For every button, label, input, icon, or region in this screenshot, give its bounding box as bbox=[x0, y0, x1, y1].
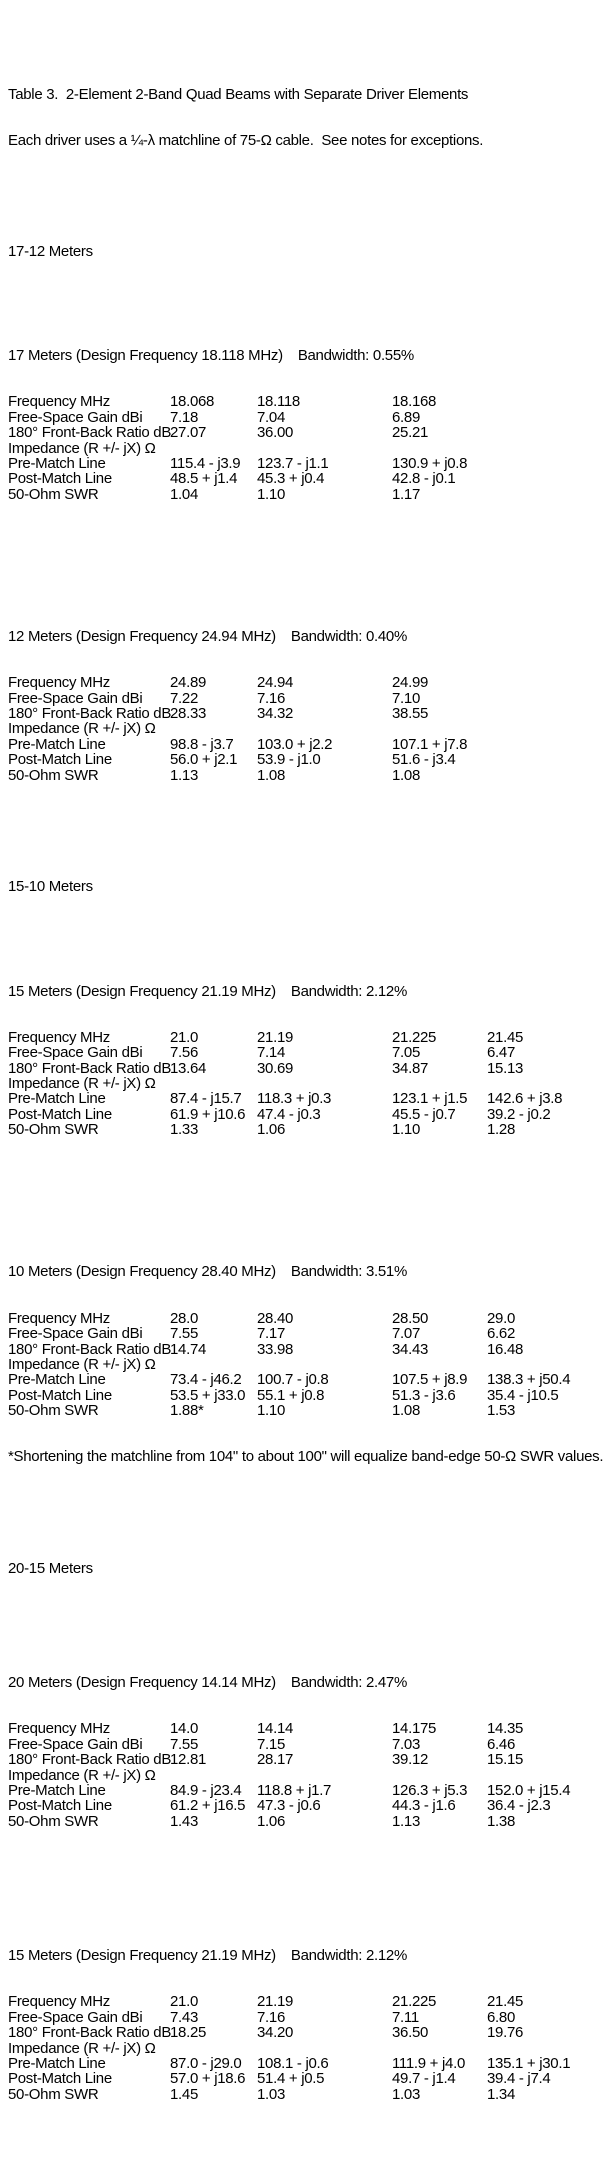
cell-value: 142.6 + j3.8 bbox=[487, 1090, 563, 1108]
cell-value: 34.87 bbox=[392, 1059, 429, 1077]
cell-value: 118.8 + j1.7 bbox=[257, 1782, 332, 1800]
row-label: 50-Ohm SWR bbox=[8, 1402, 99, 1420]
table-row bbox=[8, 706, 615, 721]
cell-value: 100.7 - j0.8 bbox=[257, 1371, 329, 1389]
row-label: Pre-Match Line bbox=[8, 1782, 106, 1800]
cell-value: 24.94 bbox=[257, 674, 294, 692]
cell-value: 51.4 + j0.5 bbox=[257, 2070, 325, 2088]
block-header bbox=[8, 1948, 615, 1963]
table-row bbox=[8, 2071, 615, 2086]
cell-value: 103.0 + j2.2 bbox=[257, 735, 333, 753]
cell-value: 6.80 bbox=[487, 2008, 515, 2026]
cell-value: 15.13 bbox=[487, 1059, 524, 1077]
cell-value: 21.225 bbox=[392, 1993, 437, 2011]
data-rows bbox=[8, 1311, 615, 1419]
document-title bbox=[8, 56, 615, 179]
row-label: 180° Front-Back Ratio dB bbox=[8, 424, 172, 442]
table-row bbox=[8, 1107, 615, 1122]
cell-value: 39.12 bbox=[392, 1751, 429, 1769]
cell-value: 1.10 bbox=[257, 485, 285, 503]
row-label: 180° Front-Back Ratio dB bbox=[8, 1059, 172, 1077]
data-rows bbox=[8, 1994, 615, 2102]
cell-value: 55.1 + j0.8 bbox=[257, 1386, 325, 1404]
bandwidth-label: Bandwidth: 2.47% bbox=[290, 1674, 408, 1692]
cell-value: 51.6 - j3.4 bbox=[392, 751, 456, 769]
cell-value: 1.53 bbox=[487, 1402, 515, 1420]
cell-value: 21.0 bbox=[170, 1993, 198, 2011]
cell-value: 21.19 bbox=[257, 1993, 294, 2011]
cell-value: 14.0 bbox=[170, 1720, 198, 1738]
table-row bbox=[8, 1061, 615, 1076]
cell-value: 7.16 bbox=[257, 2008, 285, 2026]
cell-value: 13.64 bbox=[170, 1059, 207, 1077]
table-row bbox=[8, 441, 615, 456]
band-block-12-meters bbox=[8, 598, 615, 814]
row-label: Free-Space Gain dBi bbox=[8, 408, 143, 426]
table-row bbox=[8, 691, 615, 706]
table-row bbox=[8, 1357, 615, 1372]
row-label: Post-Match Line bbox=[8, 1386, 112, 1404]
bandwidth-label: Bandwidth: 0.40% bbox=[290, 628, 408, 646]
cell-value: 1.04 bbox=[170, 485, 198, 503]
bandwidth-label: Bandwidth: 2.12% bbox=[290, 982, 408, 1000]
row-label: Frequency MHz bbox=[8, 1309, 110, 1327]
row-label: Pre-Match Line bbox=[8, 2054, 106, 2072]
row-label: Frequency MHz bbox=[8, 1028, 110, 1046]
cell-value: 24.99 bbox=[392, 674, 429, 692]
cell-value: 27.07 bbox=[170, 424, 207, 442]
table-row bbox=[8, 487, 615, 502]
cell-value: 24.89 bbox=[170, 674, 207, 692]
table-row bbox=[8, 425, 615, 440]
cell-value: 42.8 - j0.1 bbox=[392, 470, 456, 488]
cell-value: 123.7 - j1.1 bbox=[257, 454, 329, 472]
cell-value: 73.4 - j46.2 bbox=[170, 1371, 242, 1389]
table-row bbox=[8, 1091, 615, 1106]
cell-value: 28.17 bbox=[257, 1751, 294, 1769]
table-row bbox=[8, 1045, 615, 1060]
row-label: Post-Match Line bbox=[8, 751, 112, 769]
cell-value: 7.43 bbox=[170, 2008, 198, 2026]
section-heading-15-10-meters: 15-10 Meters bbox=[8, 878, 93, 896]
cell-value: 107.1 + j7.8 bbox=[392, 735, 468, 753]
cell-value: 51.3 - j3.6 bbox=[392, 1386, 456, 1404]
footnote: *Shortening the matchline from 104" to about 100" will equalize band-edge 50-Ω SWR values. bbox=[8, 1448, 604, 1466]
cell-value: 35.4 - j10.5 bbox=[487, 1386, 559, 1404]
row-label: Free-Space Gain dBi bbox=[8, 1044, 143, 1062]
bandwidth-label: Bandwidth: 0.55% bbox=[297, 347, 414, 365]
cell-value: 1.17 bbox=[392, 485, 420, 503]
cell-value: 7.15 bbox=[257, 1735, 285, 1753]
cell-value: 30.69 bbox=[257, 1059, 294, 1077]
cell-value: 18.118 bbox=[257, 393, 300, 411]
table-row bbox=[8, 1326, 615, 1341]
band-block-17-meters bbox=[8, 317, 615, 533]
table-row bbox=[8, 2025, 615, 2040]
row-label: Frequency MHz bbox=[8, 1993, 110, 2011]
cell-value: 39.2 - j0.2 bbox=[487, 1105, 551, 1123]
row-label: Post-Match Line bbox=[8, 1797, 112, 1815]
cell-value: 14.175 bbox=[392, 1720, 437, 1738]
cell-value: 21.0 bbox=[170, 1028, 198, 1046]
row-label: Pre-Match Line bbox=[8, 735, 106, 753]
cell-value: 84.9 - j23.4 bbox=[170, 1782, 242, 1800]
cell-value: 49.7 - j1.4 bbox=[392, 2070, 456, 2088]
data-rows bbox=[8, 394, 615, 502]
data-rows bbox=[8, 1030, 615, 1138]
table-row bbox=[8, 1768, 615, 1783]
cell-value: 15.15 bbox=[487, 1751, 524, 1769]
cell-value: 115.4 - j3.9 bbox=[170, 454, 241, 472]
block-title: 15 Meters (Design Frequency 21.19 MHz) bbox=[8, 982, 276, 1000]
block-header bbox=[8, 1675, 615, 1690]
row-label: Free-Space Gain dBi bbox=[8, 1325, 143, 1343]
row-label: Impedance (R +/- jX) Ω bbox=[8, 439, 156, 457]
row-label: Pre-Match Line bbox=[8, 1090, 106, 1108]
cell-value: 7.11 bbox=[392, 2008, 419, 2026]
block-header bbox=[8, 629, 615, 644]
block-title: 17 Meters (Design Frequency 18.118 MHz) bbox=[8, 347, 283, 365]
row-label: Free-Space Gain dBi bbox=[8, 1735, 143, 1753]
cell-value: 61.2 + j16.5 bbox=[170, 1797, 246, 1815]
cell-value: 36.4 - j2.3 bbox=[487, 1797, 551, 1815]
cell-value: 28.33 bbox=[170, 705, 207, 723]
table-row bbox=[8, 1311, 615, 1326]
cell-value: 16.48 bbox=[487, 1340, 524, 1358]
table-row bbox=[8, 1372, 615, 1387]
cell-value: 1.03 bbox=[392, 2085, 420, 2103]
cell-value: 123.1 + j1.5 bbox=[392, 1090, 468, 1108]
cell-value: 87.4 - j15.7 bbox=[170, 1090, 242, 1108]
cell-value: 7.05 bbox=[392, 1044, 420, 1062]
cell-value: 38.55 bbox=[392, 705, 429, 723]
cell-value: 14.74 bbox=[170, 1340, 207, 1358]
row-label: Pre-Match Line bbox=[8, 1371, 106, 1389]
block-title: 20 Meters (Design Frequency 14.14 MHz) bbox=[8, 1674, 276, 1692]
cell-value: 6.89 bbox=[392, 408, 420, 426]
row-label: Impedance (R +/- jX) Ω bbox=[8, 2039, 156, 2057]
cell-value: 7.16 bbox=[257, 689, 285, 707]
row-label: 180° Front-Back Ratio dB bbox=[8, 1751, 172, 1769]
cell-value: 7.04 bbox=[257, 408, 285, 426]
table-row bbox=[8, 2087, 615, 2102]
table-row bbox=[8, 1783, 615, 1798]
row-label: 180° Front-Back Ratio dB bbox=[8, 2024, 172, 2042]
cell-value: 7.22 bbox=[170, 689, 198, 707]
cell-value: 7.10 bbox=[392, 689, 420, 707]
table-row bbox=[8, 394, 615, 409]
cell-value: 14.35 bbox=[487, 1720, 524, 1738]
band-block-20-meters bbox=[8, 1644, 615, 1860]
table-row bbox=[8, 1403, 615, 1418]
cell-value: 135.1 + j30.1 bbox=[487, 2054, 571, 2072]
cell-value: 21.45 bbox=[487, 1028, 524, 1046]
cell-value: 1.10 bbox=[392, 1121, 420, 1139]
data-rows bbox=[8, 675, 615, 783]
cell-value: 7.17 bbox=[257, 1325, 285, 1343]
cell-value: 126.3 + j5.3 bbox=[392, 1782, 468, 1800]
cell-value: 47.3 - j0.6 bbox=[257, 1797, 321, 1815]
cell-value: 138.3 + j50.4 bbox=[487, 1371, 571, 1389]
bandwidth-label: Bandwidth: 3.51% bbox=[290, 1263, 408, 1281]
bandwidth-label: Bandwidth: 2.12% bbox=[290, 1947, 408, 1965]
row-label: Frequency MHz bbox=[8, 393, 110, 411]
cell-value: 39.4 - j7.4 bbox=[487, 2070, 551, 2088]
cell-value: 28.40 bbox=[257, 1309, 294, 1327]
table-row bbox=[8, 410, 615, 425]
cell-value: 108.1 - j0.6 bbox=[257, 2054, 329, 2072]
row-label: Frequency MHz bbox=[8, 674, 110, 692]
cell-value: 45.3 + j0.4 bbox=[257, 470, 325, 488]
row-label: 180° Front-Back Ratio dB bbox=[8, 1340, 172, 1358]
cell-value: 1.13 bbox=[392, 1812, 420, 1830]
row-label: Post-Match Line bbox=[8, 2070, 112, 2088]
cell-value: 7.18 bbox=[170, 408, 198, 426]
data-rows bbox=[8, 1721, 615, 1829]
cell-value: 48.5 + j1.4 bbox=[170, 470, 238, 488]
cell-value: 18.25 bbox=[170, 2024, 207, 2042]
cell-value: 45.5 - j0.7 bbox=[392, 1105, 456, 1123]
cell-value: 53.5 + j33.0 bbox=[170, 1386, 246, 1404]
cell-value: 1.06 bbox=[257, 1121, 285, 1139]
cell-value: 14.14 bbox=[257, 1720, 294, 1738]
row-label: Free-Space Gain dBi bbox=[8, 2008, 143, 2026]
cell-value: 53.9 - j1.0 bbox=[257, 751, 321, 769]
cell-value: 1.13 bbox=[170, 766, 198, 784]
row-label: 180° Front-Back Ratio dB bbox=[8, 705, 172, 723]
row-label: Impedance (R +/- jX) Ω bbox=[8, 1075, 156, 1092]
table-row bbox=[8, 675, 615, 690]
cell-value: 21.225 bbox=[392, 1028, 437, 1046]
section-heading-20-15-meters: 20-15 Meters bbox=[8, 1559, 93, 1577]
cell-value: 1.08 bbox=[392, 1402, 420, 1420]
table-row bbox=[8, 1798, 615, 1813]
row-label: Impedance (R +/- jX) Ω bbox=[8, 1355, 156, 1373]
table-row bbox=[8, 768, 615, 783]
cell-value: 29.0 bbox=[487, 1309, 515, 1327]
cell-value: 12.81 bbox=[170, 1751, 207, 1769]
cell-value: 56.0 + j2.1 bbox=[170, 751, 238, 769]
table-row bbox=[8, 471, 615, 486]
table-row bbox=[8, 721, 615, 736]
cell-value: 1.08 bbox=[392, 766, 420, 784]
cell-value: 21.45 bbox=[487, 1993, 524, 2011]
block-title: 12 Meters (Design Frequency 24.94 MHz) bbox=[8, 628, 276, 646]
cell-value: 36.00 bbox=[257, 424, 294, 442]
table-row bbox=[8, 1721, 615, 1736]
table-row bbox=[8, 1994, 615, 2009]
cell-value: 1.28 bbox=[487, 1121, 515, 1139]
cell-value: 18.168 bbox=[392, 393, 437, 411]
cell-value: 28.0 bbox=[170, 1309, 198, 1327]
cell-value: 7.56 bbox=[170, 1044, 198, 1062]
block-header bbox=[8, 1264, 615, 1279]
band-block-10-meters bbox=[8, 1234, 615, 1496]
title-line-2: Each driver uses a ¼-λ matchline of 75-Ω cable. See notes for exceptions. bbox=[8, 132, 484, 150]
cell-value: 1.88* bbox=[170, 1402, 204, 1420]
block-title: 15 Meters (Design Frequency 21.19 MHz) bbox=[8, 1947, 276, 1965]
block-title: 10 Meters (Design Frequency 28.40 MHz) bbox=[8, 1263, 276, 1281]
cell-value: 1.08 bbox=[257, 766, 285, 784]
table-row bbox=[8, 1342, 615, 1357]
cell-value: 118.3 + j0.3 bbox=[257, 1090, 332, 1108]
table-row bbox=[8, 2010, 615, 2025]
cell-value: 1.06 bbox=[257, 1812, 285, 1830]
cell-value: 34.20 bbox=[257, 2024, 294, 2042]
row-label: Impedance (R +/- jX) Ω bbox=[8, 1766, 156, 1784]
row-label: Free-Space Gain dBi bbox=[8, 689, 143, 707]
cell-value: 7.07 bbox=[392, 1325, 420, 1343]
row-label: 50-Ohm SWR bbox=[8, 1121, 99, 1139]
table-row bbox=[8, 1030, 615, 1045]
table-row bbox=[8, 2041, 615, 2056]
cell-value: 7.55 bbox=[170, 1735, 198, 1753]
row-label: Pre-Match Line bbox=[8, 454, 106, 472]
row-label: Impedance (R +/- jX) Ω bbox=[8, 720, 156, 738]
cell-value: 6.46 bbox=[487, 1735, 515, 1753]
cell-value: 111.9 + j4.0 bbox=[392, 2054, 465, 2072]
section-heading-17-12-meters: 17-12 Meters bbox=[8, 242, 93, 260]
cell-value: 1.34 bbox=[487, 2085, 515, 2103]
cell-value: 33.98 bbox=[257, 1340, 294, 1358]
cell-value: 7.55 bbox=[170, 1325, 198, 1343]
cell-value: 1.33 bbox=[170, 1121, 198, 1139]
cell-value: 152.0 + j15.4 bbox=[487, 1782, 571, 1800]
row-label: Post-Match Line bbox=[8, 1105, 112, 1123]
row-label: 50-Ohm SWR bbox=[8, 1812, 99, 1830]
cell-value: 34.32 bbox=[257, 705, 294, 723]
row-label: Frequency MHz bbox=[8, 1720, 110, 1738]
cell-value: 87.0 - j29.0 bbox=[170, 2054, 242, 2072]
table-row bbox=[8, 2056, 615, 2071]
cell-value: 44.3 - j1.6 bbox=[392, 1797, 456, 1815]
cell-value: 1.45 bbox=[170, 2085, 198, 2103]
band-block-15-meters bbox=[8, 953, 615, 1169]
cell-value: 19.76 bbox=[487, 2024, 524, 2042]
cell-value: 18.068 bbox=[170, 393, 215, 411]
table-row bbox=[8, 737, 615, 752]
cell-value: 36.50 bbox=[392, 2024, 429, 2042]
row-label: 50-Ohm SWR bbox=[8, 766, 99, 784]
cell-value: 6.62 bbox=[487, 1325, 515, 1343]
cell-value: 1.38 bbox=[487, 1812, 515, 1830]
table-row bbox=[8, 752, 615, 767]
title-line-1: Table 3. 2-Element 2-Band Quad Beams with Separate Driver Elements bbox=[8, 86, 469, 104]
row-label: 50-Ohm SWR bbox=[8, 485, 99, 503]
cell-value: 107.5 + j8.9 bbox=[392, 1371, 468, 1389]
cell-value: 130.9 + j0.8 bbox=[392, 454, 468, 472]
cell-value: 7.03 bbox=[392, 1735, 420, 1753]
cell-value: 34.43 bbox=[392, 1340, 429, 1358]
table-row bbox=[8, 1388, 615, 1403]
cell-value: 6.47 bbox=[487, 1044, 515, 1062]
block-header bbox=[8, 984, 615, 999]
cell-value: 47.4 - j0.3 bbox=[257, 1105, 321, 1123]
cell-value: 61.9 + j10.6 bbox=[170, 1105, 246, 1123]
cell-value: 1.03 bbox=[257, 2085, 285, 2103]
table-row bbox=[8, 456, 615, 471]
cell-value: 7.14 bbox=[257, 1044, 285, 1062]
table-row bbox=[8, 1752, 615, 1767]
row-label: Post-Match Line bbox=[8, 470, 112, 488]
cell-value: 98.8 - j3.7 bbox=[170, 735, 234, 753]
block-header bbox=[8, 348, 615, 363]
cell-value: 57.0 + j18.6 bbox=[170, 2070, 246, 2088]
band-block-15-meters-b bbox=[8, 1917, 615, 2133]
table-row bbox=[8, 1122, 615, 1137]
cell-value: 25.21 bbox=[392, 424, 429, 442]
table-row bbox=[8, 1814, 615, 1829]
cell-value: 1.10 bbox=[257, 1402, 285, 1420]
table-row bbox=[8, 1076, 615, 1091]
cell-value: 21.19 bbox=[257, 1028, 294, 1046]
cell-value: 28.50 bbox=[392, 1309, 429, 1327]
row-label: 50-Ohm SWR bbox=[8, 2085, 99, 2103]
cell-value: 1.43 bbox=[170, 1812, 198, 1830]
table-row bbox=[8, 1737, 615, 1752]
